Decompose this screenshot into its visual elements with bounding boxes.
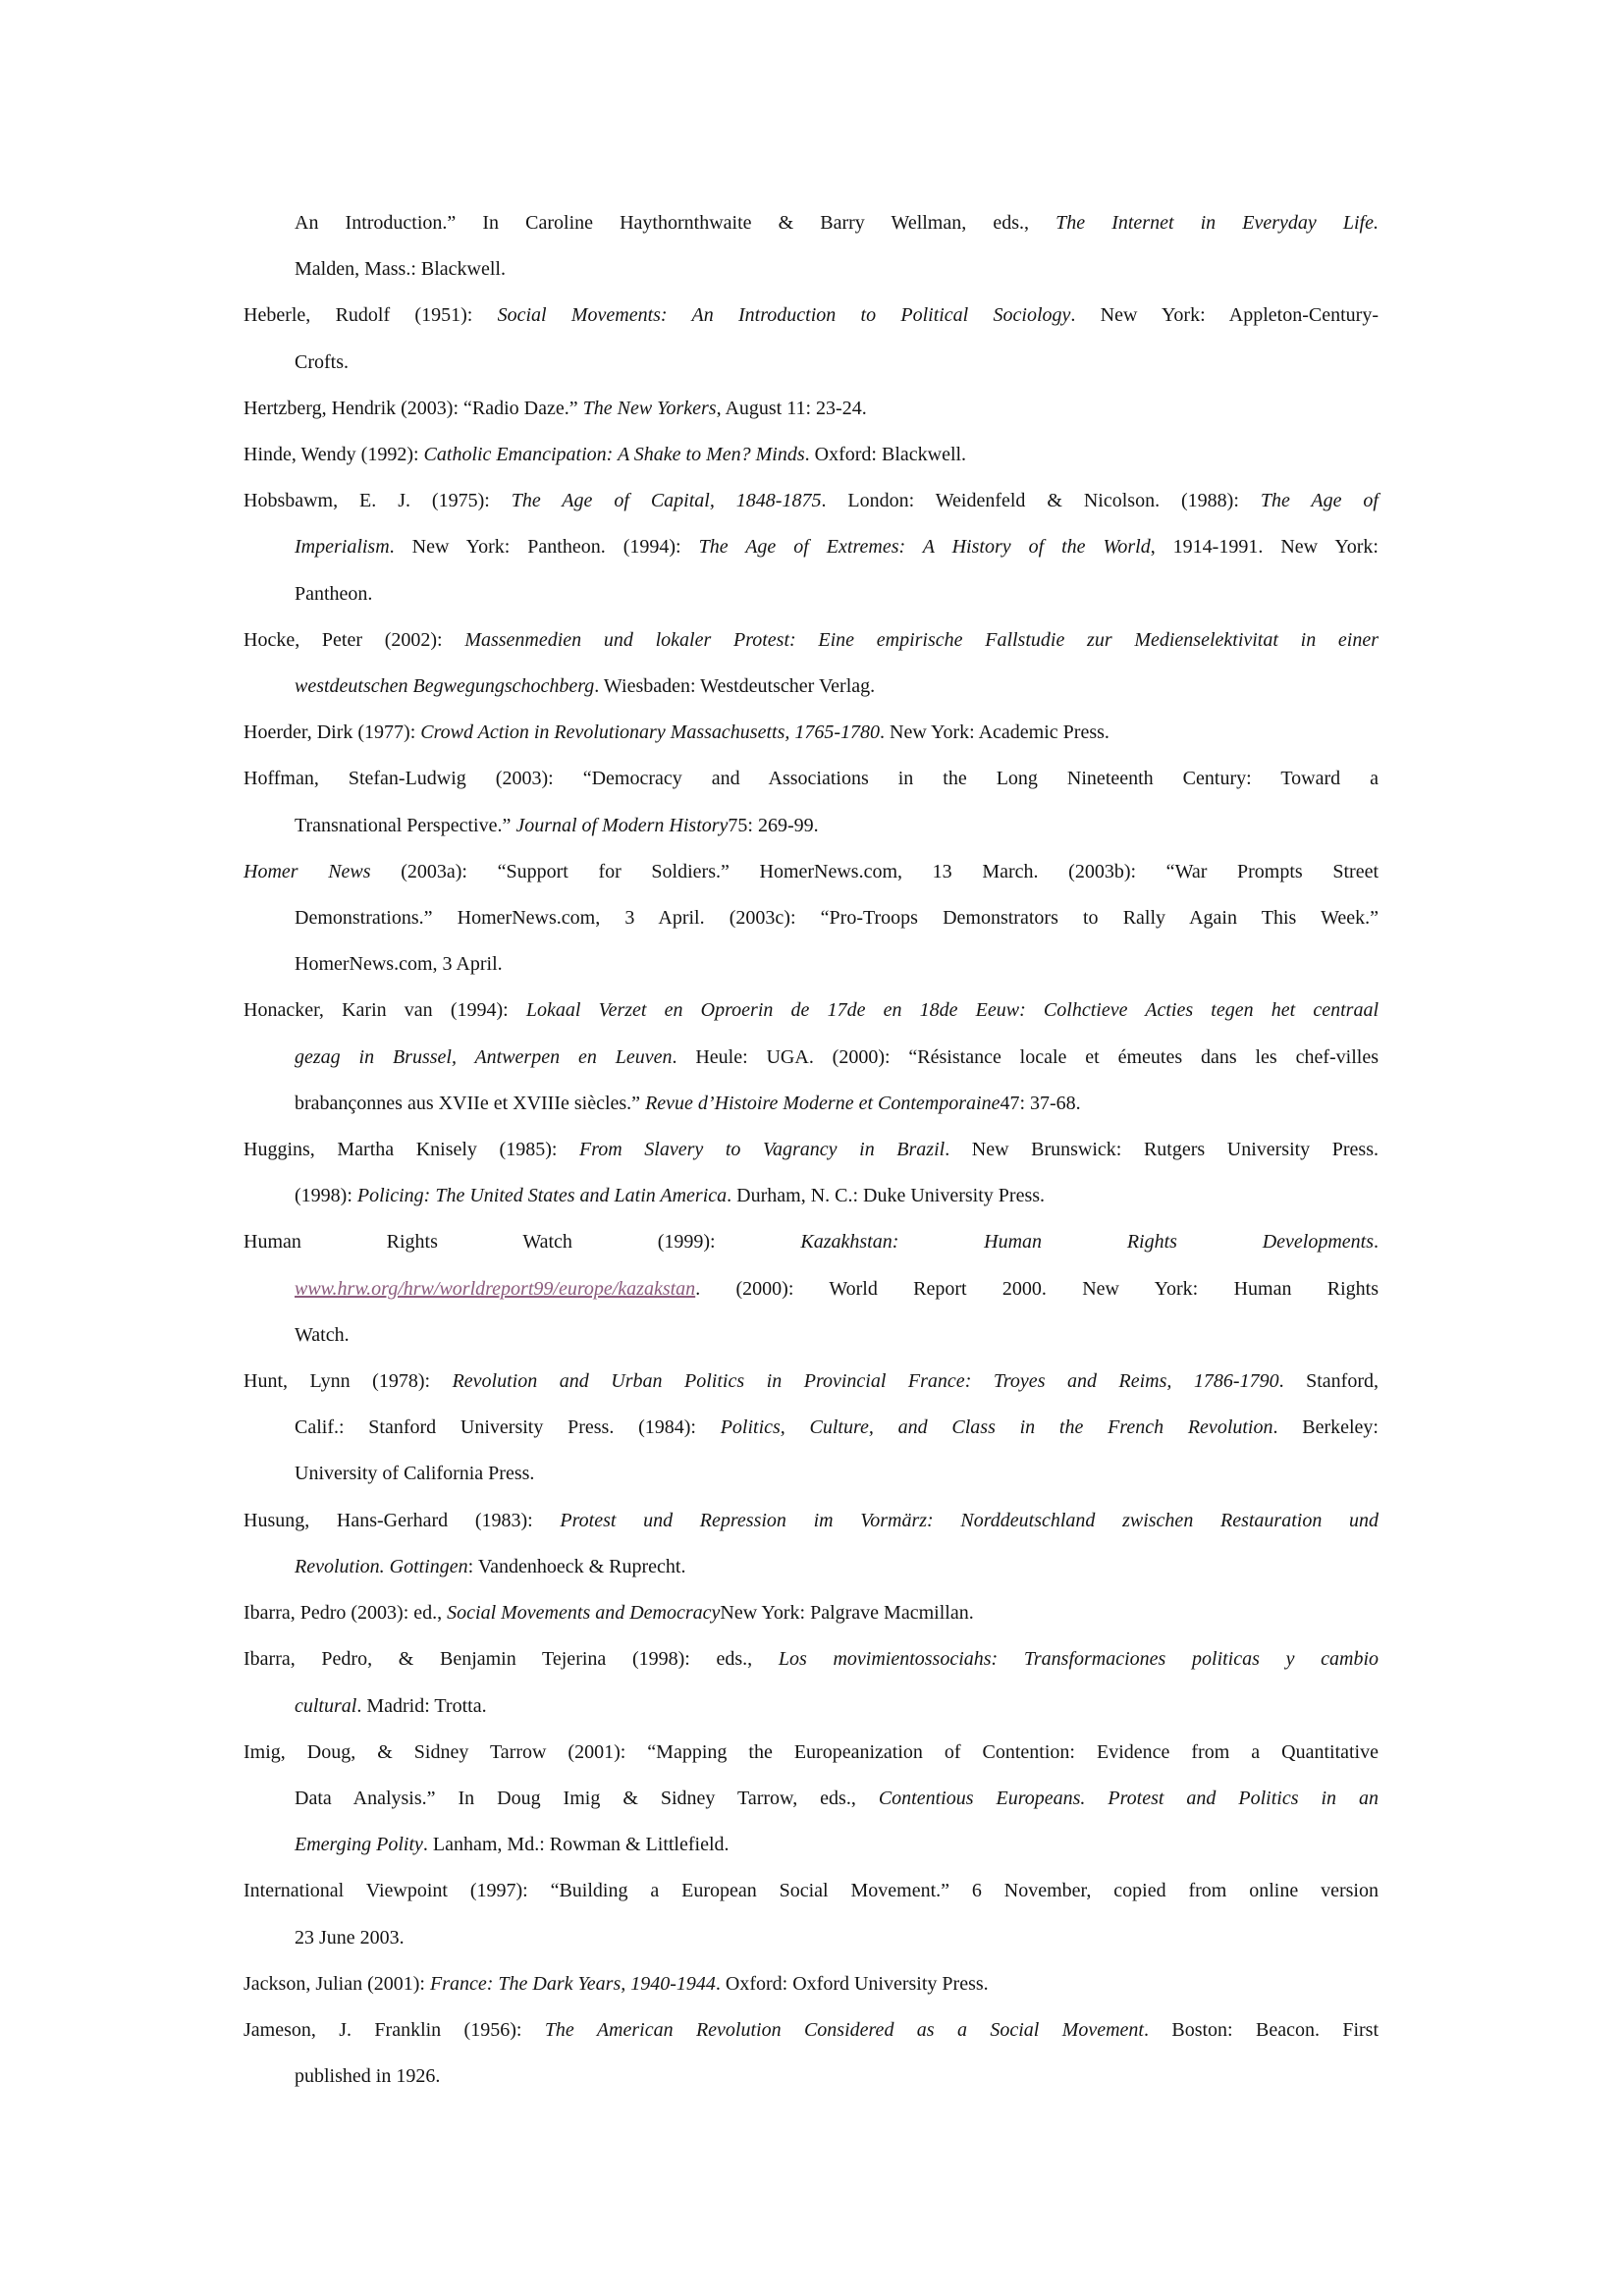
reference-line: [243, 1915, 1379, 1961]
reference-entry-hobsbawm-1975-1988-1994: [243, 478, 1379, 617]
reference-text-segment: New York: Palgrave Macmillan.: [720, 1602, 974, 1625]
reference-line: [243, 1451, 1379, 1497]
reference-title-segment: Crowd Action in Revolutionary Massachusetts, 1765-1780: [420, 721, 881, 744]
reference-line: [243, 2007, 1379, 2054]
reference-title-segment: Massenmedien und lokaler Protest: Eine empirische Fallstudie zur Medienselektivitat in einer: [464, 628, 1380, 651]
reference-text-segment: Imig, Doug, & Sidney Tarrow (2001): “Mapping the Europeanization of Contention: Evidence from a Quantitative: [243, 1740, 1379, 1763]
reference-line: [243, 432, 1379, 478]
reference-line: [243, 1868, 1379, 1914]
reference-text-segment: Demonstrations.” HomerNews.com, 3 April. (2003c): “Pro-Troops Demonstrators to Rally Again This Week.”: [295, 907, 1379, 930]
reference-line: [243, 710, 1379, 756]
reference-line: [243, 1544, 1379, 1590]
reference-line: [243, 1127, 1379, 1173]
reference-text-segment: , 1914-1991. New York:: [1150, 536, 1379, 559]
reference-title-segment: The New Yorkers: [582, 397, 717, 419]
reference-entry-hinde-1992: [243, 432, 1379, 478]
reference-line: [243, 617, 1379, 664]
reference-line: [243, 1405, 1379, 1451]
reference-title-segment: Revolution and Urban Politics in Provincial France: Troyes and Reims, 1786-1790: [452, 1370, 1279, 1393]
reference-text-segment: . Berkeley:: [1272, 1416, 1379, 1439]
reference-entry-hoerder-1977: [243, 710, 1379, 756]
reference-entry-international-viewpoint-1997: [243, 1868, 1379, 1960]
reference-title-segment: The Age of Capital, 1848-1875: [511, 490, 822, 512]
reference-entry-homer-news-2003: [243, 849, 1379, 988]
reference-text-segment: . New Brunswick: Rutgers University Press.: [945, 1139, 1380, 1161]
reference-entry-husung-1983: [243, 1498, 1379, 1590]
reference-line: [243, 246, 1379, 293]
reference-text-segment: Hobsbawm, E. J. (1975):: [243, 490, 512, 512]
reference-entry-honacker-1994-2000: [243, 988, 1379, 1127]
reference-title-segment: Kazakhstan: Human Rights Developments: [800, 1231, 1375, 1254]
reference-title-segment: Emerging Polity: [295, 1834, 423, 1856]
reference-text-segment: Jackson, Julian (2001):: [243, 1972, 430, 1995]
reference-line: [243, 571, 1379, 617]
reference-line: [243, 1219, 1379, 1265]
bibliography: [243, 200, 1379, 2100]
reference-entry-jackson-2001: [243, 1961, 1379, 2007]
reference-text-segment: . New York: Academic Press.: [880, 721, 1109, 744]
reference-text-segment: . London: Weidenfeld & Nicolson. (1988):: [821, 490, 1261, 512]
reference-text-segment: . Heule: UGA. (2000): “Résistance locale et émeutes dans les chef-villes: [672, 1045, 1379, 1068]
reference-entry-heberle-1951: [243, 293, 1379, 385]
reference-text-segment: Huggins, Martha Knisely (1985):: [243, 1139, 579, 1161]
reference-line: [243, 524, 1379, 570]
reference-title-segment: The Age of: [1260, 490, 1379, 512]
reference-text-segment: Jameson, J. Franklin (1956):: [243, 2018, 545, 2041]
reference-line: [243, 1498, 1379, 1544]
reference-line: [243, 386, 1379, 432]
reference-title-segment: The Internet in Everyday Life.: [1055, 212, 1379, 234]
reference-line: [243, 478, 1379, 524]
reference-line: [243, 1730, 1379, 1776]
reference-text-segment: Calif.: Stanford University Press. (1984):: [295, 1416, 721, 1439]
reference-line: [243, 1035, 1379, 1081]
reference-text-segment: . Boston: Beacon. First: [1144, 2018, 1380, 2041]
reference-line: [243, 340, 1379, 386]
reference-title-segment: Homer News: [243, 860, 371, 882]
reference-line: [243, 1776, 1379, 1822]
reference-text-segment: , August 11: 23-24.: [716, 397, 867, 419]
reference-text-segment: Hoerder, Dirk (1977):: [243, 721, 421, 744]
reference-title-segment: westdeutschen Begwegungschochberg: [295, 675, 595, 698]
reference-title-segment: Journal of Modern History: [515, 814, 729, 836]
reference-text-segment: . Stanford,: [1278, 1370, 1379, 1393]
reference-line: [243, 941, 1379, 988]
reference-text-segment: University of California Press.: [295, 1463, 535, 1485]
reference-line: [243, 1822, 1379, 1868]
reference-title-segment: Politics, Culture, and Class in the French Revolution: [720, 1416, 1273, 1439]
reference-title-segment: gezag in Brussel, Antwerpen en Leuven: [295, 1045, 673, 1068]
reference-text-segment: .: [1374, 1231, 1380, 1254]
reference-entry-jameson-1956: [243, 2007, 1379, 2100]
reference-text-segment: Ibarra, Pedro, & Benjamin Tejerina (1998): eds.,: [243, 1648, 779, 1671]
reference-text-segment: . Madrid: Trotta.: [356, 1694, 487, 1717]
reference-text-segment: Malden, Mass.: Blackwell.: [295, 258, 506, 281]
reference-entry-ibarra-2003: [243, 1590, 1379, 1636]
reference-entry-hoffman-2003: [243, 756, 1379, 848]
reference-title-segment: France: The Dark Years, 1940-1944: [429, 1972, 716, 1995]
reference-title-segment: Social Movements and Democracy: [447, 1602, 721, 1625]
reference-text-segment: Hocke, Peter (2002):: [243, 628, 465, 651]
reference-line: [243, 1312, 1379, 1359]
reference-title-segment: Revolution. Gottingen: [295, 1555, 468, 1577]
reference-text-segment: . (2000): World Report 2000. New York: Human Rights: [695, 1277, 1379, 1300]
reference-line: [243, 1359, 1379, 1405]
reference-text-segment: Data Analysis.” In Doug Imig & Sidney Tarrow, eds.,: [295, 1787, 879, 1809]
reference-text-segment: Hoffman, Stefan-Ludwig (2003): “Democracy and Associations in the Long Nineteenth Century: Toward a: [243, 768, 1379, 790]
reference-line: [243, 849, 1379, 895]
reference-text-segment: 47: 37-68.: [1000, 1092, 1081, 1114]
reference-line: [243, 756, 1379, 802]
reference-line: [243, 293, 1379, 339]
reference-title-segment: Contentious Europeans. Protest and Politics in an: [878, 1787, 1380, 1809]
reference-text-segment: published in 1926.: [295, 2065, 441, 2088]
reference-text-segment: Honacker, Karin van (1994):: [243, 999, 526, 1022]
reference-text-segment: Human Rights Watch (1999):: [243, 1231, 801, 1254]
reference-text-segment: : Vandenhoeck & Ruprecht.: [467, 1555, 686, 1577]
reference-entry-human-rights-watch-1999-2000: [243, 1219, 1379, 1359]
reference-line: [243, 2054, 1379, 2100]
reference-line: [243, 1081, 1379, 1127]
reference-entry-hocke-2002: [243, 617, 1379, 710]
reference-text-segment: 23 June 2003.: [295, 1926, 405, 1949]
reference-text-segment: Ibarra, Pedro (2003): ed.,: [243, 1602, 448, 1625]
reference-text-segment: An Introduction.” In Caroline Haythornthwaite & Barry Wellman, eds.,: [295, 212, 1056, 234]
reference-text-segment: Watch.: [295, 1323, 350, 1346]
reference-text-segment: Crofts.: [295, 350, 349, 373]
reference-line: [243, 803, 1379, 849]
reference-line: [243, 1266, 1379, 1312]
reference-text-segment: . Lanham, Md.: Rowman & Littlefield.: [422, 1834, 730, 1856]
reference-title-segment: Imperialism: [295, 536, 390, 559]
reference-title-segment: The American Revolution Considered as a Social Movement: [544, 2018, 1144, 2041]
reference-title-segment: Lokaal Verzet en Oproerin de 17de en 18de Eeuw: Colhctieve Acties tegen het centraal: [525, 999, 1379, 1022]
reference-text-segment: (2003a): “Support for Soldiers.” HomerNews.com, 13 March. (2003b): “War Prompts Street: [370, 860, 1380, 882]
reference-text-segment: Pantheon.: [295, 582, 373, 605]
reference-text-segment: brabançonnes aus XVIIe et XVIIIe siècles.”: [295, 1092, 646, 1114]
reference-title-segment: Policing: The United States and Latin America: [356, 1185, 728, 1207]
reference-text-segment: . New York: Appleton-Century-: [1070, 304, 1379, 327]
reference-text-segment: (1998):: [295, 1185, 357, 1207]
reference-text-segment: . Oxford: Oxford University Press.: [715, 1972, 989, 1995]
reference-title-segment: Catholic Emancipation: A Shake to Men? Minds: [423, 444, 805, 466]
reference-text-segment: Transnational Perspective.”: [295, 814, 516, 836]
reference-title-segment: Protest und Repression im Vormärz: Norddeutschland zwischen Restauration und: [560, 1509, 1379, 1531]
reference-title-segment: cultural: [295, 1694, 357, 1717]
reference-title-segment: Social Movements: An Introduction to Political Sociology: [497, 304, 1071, 327]
reference-text-segment: Hertzberg, Hendrik (2003): “Radio Daze.”: [243, 397, 583, 419]
reference-text-segment: . Durham, N. C.: Duke University Press.: [727, 1185, 1046, 1207]
reference-text-segment: . Wiesbaden: Westdeutscher Verlag.: [594, 675, 876, 698]
reference-line: [243, 1683, 1379, 1730]
reference-entry-huggins-1985-1998: [243, 1127, 1379, 1219]
reference-text-segment: . New York: Pantheon. (1994):: [389, 536, 699, 559]
reference-text-segment: Hinde, Wendy (1992):: [243, 444, 424, 466]
reference-title-segment: The Age of Extremes: A History of the World: [698, 536, 1151, 559]
reference-line: [243, 1173, 1379, 1219]
reference-entry-imig-tarrow-2001: [243, 1730, 1379, 1869]
reference-text-segment: Hunt, Lynn (1978):: [243, 1370, 453, 1393]
reference-text-segment: Husung, Hans-Gerhard (1983):: [243, 1509, 561, 1531]
reference-line: [243, 895, 1379, 941]
reference-title-segment: From Slavery to Vagrancy in Brazil: [579, 1139, 946, 1161]
reference-entry-ibarra-tejerina-1998: [243, 1636, 1379, 1729]
reference-line: [243, 664, 1379, 710]
reference-line: [243, 1636, 1379, 1682]
reference-text-segment: HomerNews.com, 3 April.: [295, 953, 503, 976]
reference-text-segment: Heberle, Rudolf (1951):: [243, 304, 498, 327]
reference-entry-haythornthwaite-wellman-continuation: [243, 200, 1379, 293]
reference-line: [243, 200, 1379, 246]
reference-title-segment: Revue d’Histoire Moderne et Contemporaine: [645, 1092, 1001, 1114]
reference-line: [243, 1590, 1379, 1636]
hrw-worldreport-link[interactable]: www.hrw.org/hrw/worldreport99/europe/kazakstan: [295, 1277, 696, 1300]
reference-text-segment: . Oxford: Blackwell.: [804, 444, 967, 466]
reference-title-segment: Los movimientossociahs: Transformaciones politicas y cambio: [778, 1648, 1380, 1671]
reference-text-segment: International Viewpoint (1997): “Building a European Social Movement.” 6 November, copied from online version: [243, 1880, 1379, 1902]
reference-entry-hertzberg-2003: [243, 386, 1379, 432]
reference-text-segment: 75: 269-99.: [728, 814, 819, 836]
reference-line: [243, 988, 1379, 1034]
reference-line: [243, 1961, 1379, 2007]
reference-entry-hunt-1978-1984: [243, 1359, 1379, 1498]
